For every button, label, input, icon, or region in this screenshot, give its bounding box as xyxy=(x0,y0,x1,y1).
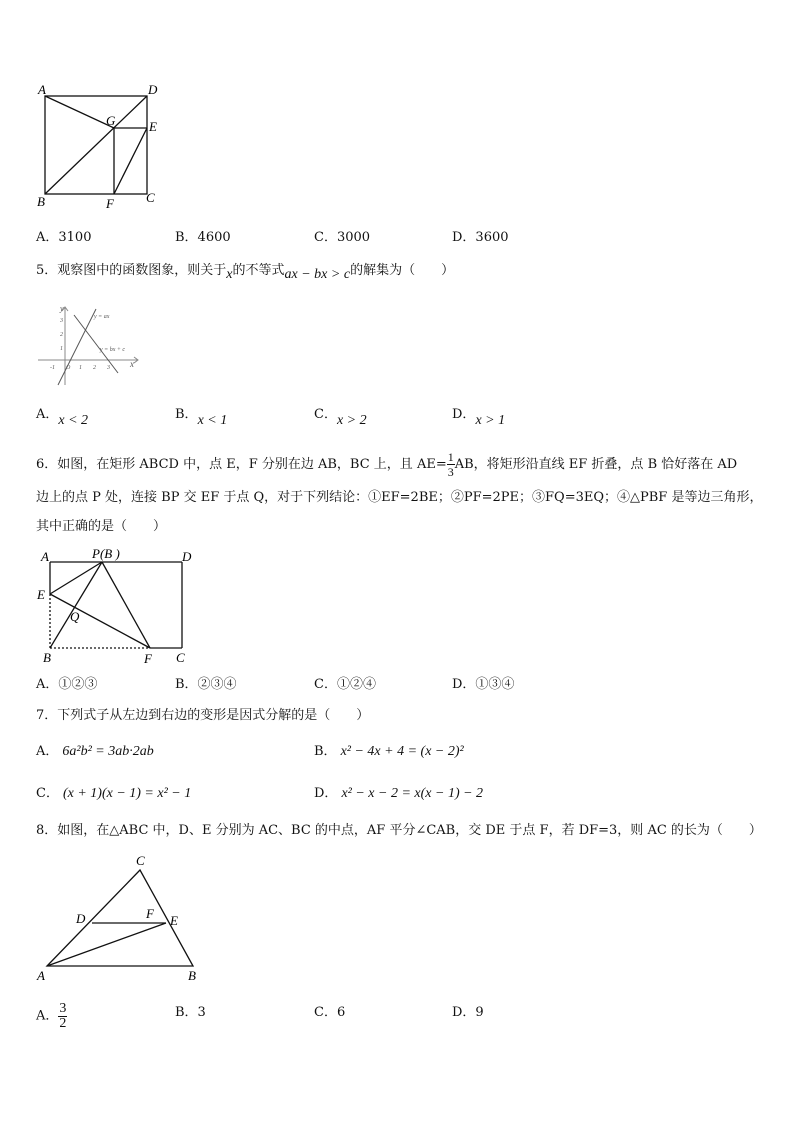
q5-option-b xyxy=(175,406,228,428)
q7-option-d-expr: x² − x − 2 = x(x − 1) − 2 xyxy=(341,786,484,801)
q7-option-b-expr: x² − 4x + 4 = (x − 2)² xyxy=(340,744,464,759)
function-graph xyxy=(34,303,144,393)
q5-stem-pre: 5．观察图中的函数图象，则关于 xyxy=(36,263,227,278)
label-A: A xyxy=(38,82,46,97)
q6-option-a: A．①②③ xyxy=(36,677,98,692)
q6-label-C: C xyxy=(176,650,185,665)
q6-stem-line1 xyxy=(36,450,737,479)
graph-tick-x-2: 2 xyxy=(93,365,96,371)
q5-option-c-letter: C． xyxy=(314,407,337,422)
graph-label-y-bxc: y = bx + c xyxy=(100,347,126,353)
q6-label-Q: Q xyxy=(70,609,80,624)
q8-option-b: B．3 xyxy=(175,1005,206,1020)
q7-option-b xyxy=(314,743,464,761)
q8-frac-num: 3 xyxy=(59,1001,67,1016)
q6-fraction xyxy=(447,450,455,479)
q5-option-d-letter: D． xyxy=(452,407,476,422)
q8-label-B: B xyxy=(188,968,196,983)
q6-stem-line3: 其中正确的是（ ） xyxy=(36,519,167,534)
label-F: F xyxy=(106,196,114,211)
q6-label-A: A xyxy=(41,549,49,564)
graph-tick-y-1: 1 xyxy=(60,346,63,352)
q8-option-a-fraction xyxy=(58,1002,67,1031)
q5-stem-post: 的解集为（ ） xyxy=(350,263,455,278)
q5-stem xyxy=(36,262,454,280)
q8-label-A: A xyxy=(37,968,45,983)
label-D: D xyxy=(148,82,158,97)
q5-stem-var: x xyxy=(226,267,233,282)
label-E: E xyxy=(149,119,157,134)
graph-tick-x-neg1: -1 xyxy=(50,365,55,371)
q5-option-a xyxy=(36,406,89,428)
q6-label-D: D xyxy=(182,549,192,564)
square-figure xyxy=(30,78,170,213)
q4-option-b: B．4600 xyxy=(175,230,231,245)
q6-frac-num: 1 xyxy=(447,450,454,464)
q8-option-d: D．9 xyxy=(452,1005,484,1020)
q7-option-c-expr: (x + 1)(x − 1) = x² − 1 xyxy=(62,786,192,801)
q5-option-b-letter: B． xyxy=(175,407,198,422)
q6-stem-line2: 边上的点 P 处，连接 BP 交 EF 于点 Q，对于下列结论：①EF=2BE；②PF=2PE；③FQ=3EQ；④△PBF 是等边三角形， xyxy=(36,490,763,505)
graph-origin: O xyxy=(66,365,71,371)
q8-stem: 8．如图，在△ABC 中，D、E 分别为 AC、BC 的中点，AF 平分∠CAB，交 DE 于点 F，若 DF=3，则 AC 的长为（ ） xyxy=(36,823,762,838)
q7-option-d-letter: D． xyxy=(314,786,338,801)
q6-stem-post: AB，将矩形沿直线 EF 折叠，点 B 恰好落在 AD xyxy=(454,457,738,472)
q5-option-d-value: x > 1 xyxy=(475,413,506,428)
q6-label-P: P(B ) xyxy=(92,546,120,561)
q4-option-a: A．3100 xyxy=(36,230,92,245)
graph-tick-x-1: 1 xyxy=(79,365,82,371)
q5-stem-mid: 的不等式 xyxy=(232,263,285,278)
graph-label-y-ax: y = ax xyxy=(94,314,110,320)
q5-option-c xyxy=(314,406,367,428)
q7-option-a-letter: A． xyxy=(36,744,59,759)
q8-option-c: C．6 xyxy=(314,1005,346,1020)
q7-option-c xyxy=(36,785,191,803)
q5-option-a-value: x < 2 xyxy=(58,413,89,428)
q8-option-a xyxy=(36,1002,67,1031)
q8-frac-den: 2 xyxy=(59,1016,67,1031)
q8-label-F: F xyxy=(146,906,154,921)
q5-option-d xyxy=(452,406,506,428)
q5-option-c-value: x > 2 xyxy=(336,413,367,428)
q6-option-b: B．②③④ xyxy=(175,677,237,692)
label-G: G xyxy=(106,113,116,128)
q7-option-b-letter: B． xyxy=(314,744,337,759)
q6-label-B: B xyxy=(43,650,51,665)
q6-frac-den: 3 xyxy=(447,465,454,479)
q7-option-a-expr: 6a²b² = 3ab·2ab xyxy=(62,744,154,759)
label-B: B xyxy=(37,194,45,209)
q5-option-a-letter: A． xyxy=(36,407,59,422)
q4-option-c: C．3000 xyxy=(314,230,371,245)
label-C: C xyxy=(146,190,155,205)
graph-tick-y-2: 2 xyxy=(60,332,63,338)
q8-label-E: E xyxy=(170,913,178,928)
q7-option-d xyxy=(314,785,483,803)
q6-label-F: F xyxy=(144,651,152,666)
triangle-figure xyxy=(30,848,210,986)
graph-axis-y: y xyxy=(60,304,64,313)
q8-label-C: C xyxy=(136,853,145,868)
q5-option-b-value: x < 1 xyxy=(197,413,228,428)
graph-tick-y-3: 3 xyxy=(60,318,63,324)
q6-option-c: C．①②④ xyxy=(314,677,376,692)
q8-label-D: D xyxy=(76,911,86,926)
q7-stem: 7．下列式子从左边到右边的变形是因式分解的是（ ） xyxy=(36,708,370,723)
q5-stem-ineq: ax − bx > c xyxy=(284,267,351,282)
graph-axis-x: x xyxy=(130,359,134,369)
q4-option-d: D．3600 xyxy=(452,230,509,245)
q6-label-E: E xyxy=(37,587,45,602)
q6-stem-pre: 6．如图，在矩形 ABCD 中，点 E，F 分别在边 AB，BC 上，且 AE= xyxy=(36,457,447,472)
q6-option-d: D．①③④ xyxy=(452,677,515,692)
graph-tick-x-3: 3 xyxy=(107,365,110,371)
q7-option-a xyxy=(36,743,154,761)
rectangle-fold-figure xyxy=(32,544,202,669)
q7-option-c-letter: C． xyxy=(36,786,59,801)
q8-option-a-letter: A． xyxy=(36,1008,59,1024)
